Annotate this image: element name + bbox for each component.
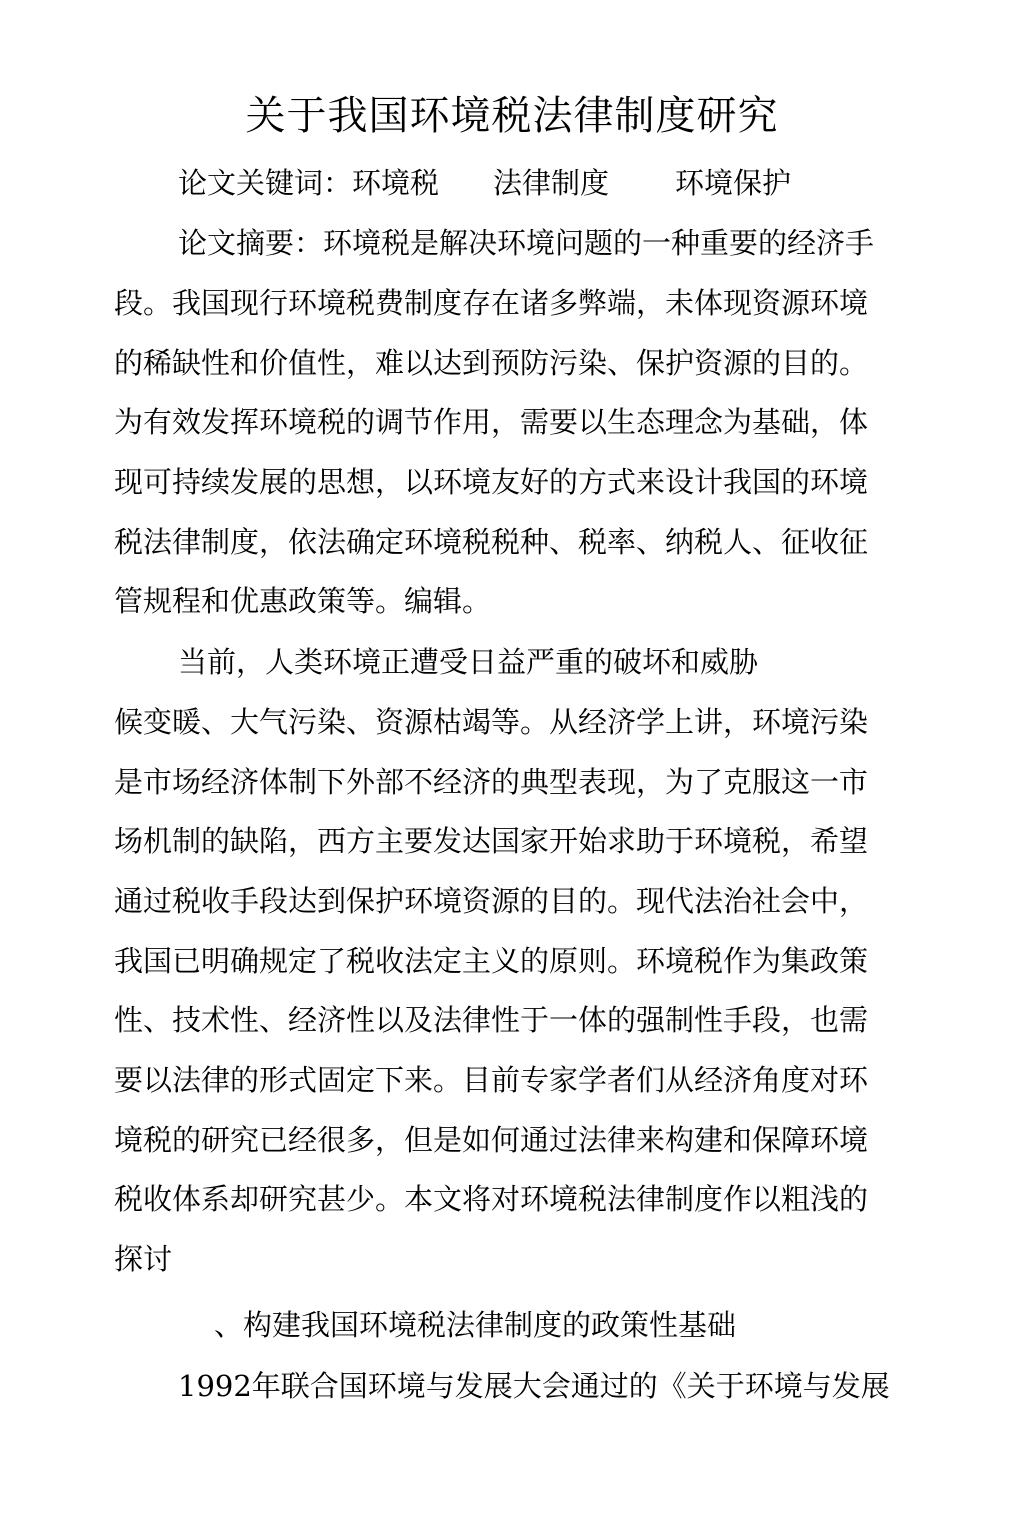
- intro-line: 候变暖、大气污染、资源枯竭等。从经济学上讲，环境污染: [114, 705, 869, 739]
- keywords-line: [178, 163, 791, 203]
- intro-line: 我国已明确规定了税收法定主义的原则。环境税作为集政策: [114, 944, 869, 978]
- keywords-label: 论文关键词：: [178, 166, 353, 200]
- keyword-item: 环境税: [352, 166, 440, 200]
- intro-line: 要以法律的形式固定下来。目前专家学者们从经济角度对环: [114, 1063, 869, 1097]
- intro-line: 通过税收手段达到保护环境资源的目的。现代法治社会中，: [114, 884, 869, 918]
- intro-line: 境税的研究已经很多，但是如何通过法律来构建和保障环境: [114, 1123, 869, 1157]
- abstract-line: 段。我国现行环境税费制度存在诸多弊端，未体现资源环境: [114, 286, 869, 320]
- intro-line: 税收体系却研究甚少。本文将对环境税法律制度作以粗浅的: [114, 1182, 869, 1216]
- abstract-line: 的稀缺性和价值性，难以达到预防污染、保护资源的目的。: [114, 346, 869, 380]
- document-title: 关于我国环境税法律制度研究: [245, 93, 779, 139]
- keyword-item: 法律制度: [493, 166, 610, 200]
- abstract-line: 管规程和优惠政策等。编辑。: [114, 584, 492, 618]
- abstract-line: 论文摘要：环境税是解决环境问题的一种重要的经济手: [178, 226, 875, 260]
- section-heading: 、构建我国环境税法律制度的政策性基础: [214, 1308, 737, 1342]
- keyword-item: 环境保护: [675, 166, 792, 200]
- intro-line: 探讨: [114, 1242, 173, 1276]
- intro-line: 性、技术性、经济性以及法律性于一体的强制性手段，也需: [114, 1003, 869, 1037]
- section-paragraph-line: 1992年联合国环境与发展大会通过的《关于环境与发展: [178, 1369, 890, 1403]
- intro-line: 场机制的缺陷，西方主要发达国家开始求助于环境税，希望: [114, 824, 869, 858]
- intro-line: 当前，人类环境正遭受日益严重的破坏和威胁: [178, 645, 759, 679]
- abstract-line: 为有效发挥环境税的调节作用，需要以生态理念为基础，体: [114, 405, 869, 439]
- intro-line: 是市场经济体制下外部不经济的典型表现，为了克服这一市: [114, 765, 869, 799]
- abstract-line: 税法律制度，依法确定环境税税种、税率、纳税人、征收征: [114, 525, 869, 559]
- abstract-line: 现可持续发展的思想，以环境友好的方式来设计我国的环境: [114, 465, 869, 499]
